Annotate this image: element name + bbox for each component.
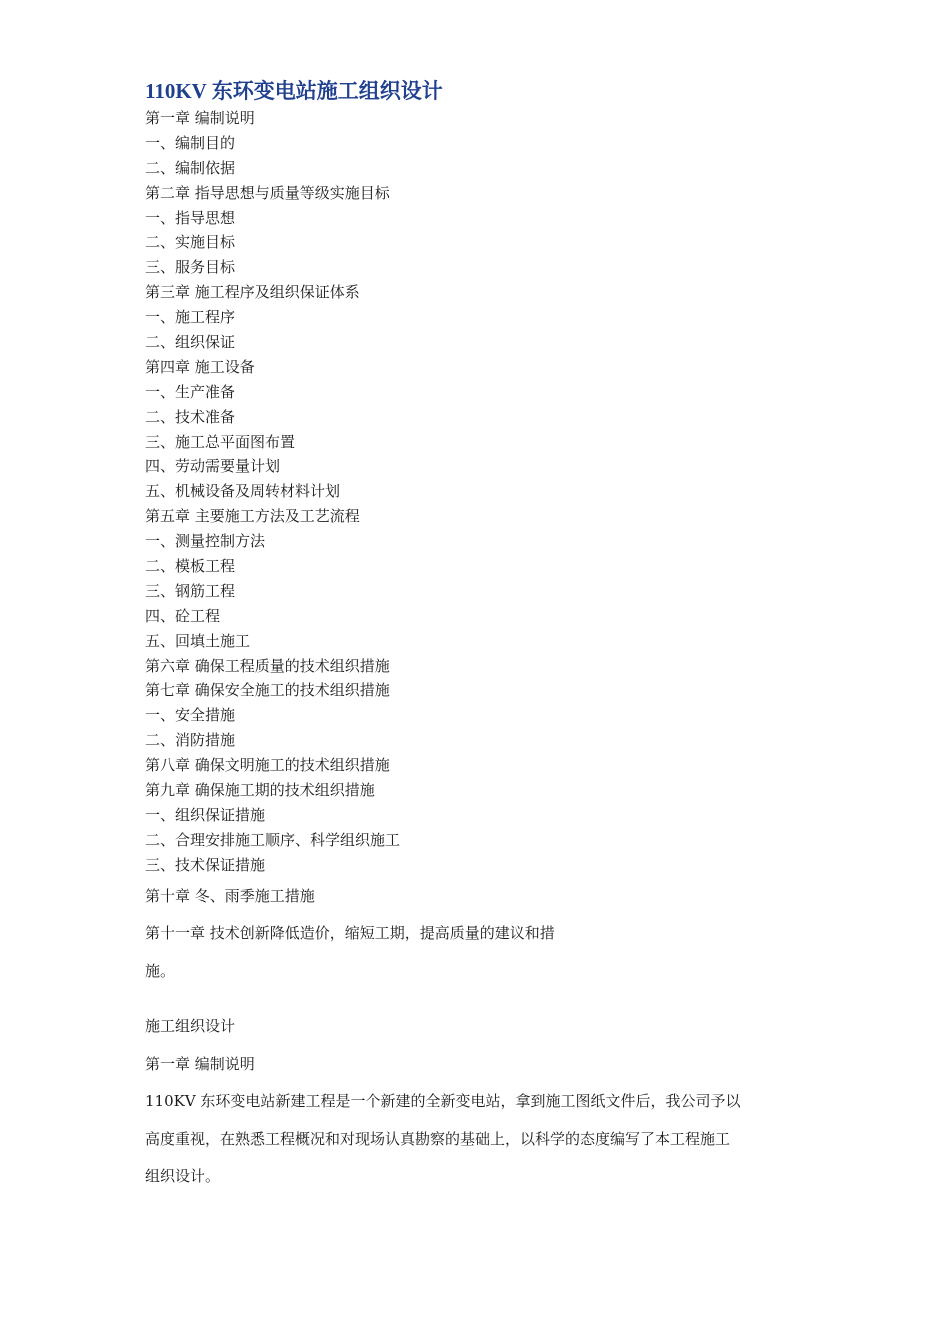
toc-item: 一、编制目的 [145,133,236,152]
toc-item: 四、劳动需要量计划 [145,457,281,476]
toc-item: 第一章 编制说明 [145,109,255,127]
toc-item: 三、钢筋工程 [145,581,236,600]
toc-item: 四、砼工程 [145,606,221,625]
toc-item: 第九章 确保施工期的技术组织措施 [145,781,375,800]
toc-item: 三、技术保证措施 [145,855,266,874]
toc-item: 二、技术准备 [145,407,236,426]
toc-item: 第五章 主要施工方法及工艺流程 [145,507,360,526]
toc-item: 二、编制依据 [145,158,236,177]
toc-item: 一、施工程序 [145,308,236,327]
document-title: 110KV 东环变电站施工组织设计 [145,79,443,103]
chapter-10-heading: 第十章 冬、雨季施工措施 [145,886,315,905]
toc-item: 一、测量控制方法 [145,532,266,551]
document-page [145,76,825,1196]
toc-item: 五、回填土施工 [145,631,251,650]
toc-item: 三、服务目标 [145,258,236,277]
toc-item: 第三章 施工程序及组织保证体系 [145,283,360,302]
section-heading: 施工组织设计 [145,1017,236,1036]
toc-item: 一、安全措施 [145,706,236,725]
toc-item: 二、实施目标 [145,233,236,252]
toc-item: 一、组织保证措施 [145,805,266,824]
toc-item: 五、机械设备及周转材料计划 [145,482,341,501]
paragraph-line: 高度重视，在熟悉工程概况和对现场认真勘察的基础上，以科学的态度编写了本工程施工 [145,1129,731,1148]
toc-item: 第七章 确保安全施工的技术组织措施 [145,681,390,700]
toc-item: 二、消防措施 [145,731,236,750]
paragraph-line: 组织设计。 [145,1167,221,1186]
toc-item: 第四章 施工设备 [145,357,255,376]
toc-item: 二、组织保证 [145,333,236,352]
toc-item: 第二章 指导思想与质量等级实施目标 [145,183,390,202]
toc-item: 一、指导思想 [145,208,236,227]
paragraph-line: 110KV 东环变电站新建工程是一个新建的全新变电站，拿到施工图纸文件后，我公司予以 [145,1092,741,1111]
chapter-1-heading: 第一章 编制说明 [145,1054,255,1073]
toc-item: 第八章 确保文明施工的技术组织措施 [145,756,390,775]
chapter-11-heading-line1: 第十一章 技术创新降低造价，缩短工期，提高质量的建议和措 [145,924,555,943]
toc-item: 二、合理安排施工顺序、科学组织施工 [145,830,401,849]
toc-item: 第六章 确保工程质量的技术组织措施 [145,656,390,675]
toc-item: 一、生产准备 [145,382,236,401]
spacer [145,990,825,1008]
toc-item: 三、施工总平面图布置 [145,432,296,451]
chapter-11-heading-line2: 施。 [145,961,176,980]
toc-item: 二、模板工程 [145,557,236,576]
table-of-contents [145,106,825,878]
